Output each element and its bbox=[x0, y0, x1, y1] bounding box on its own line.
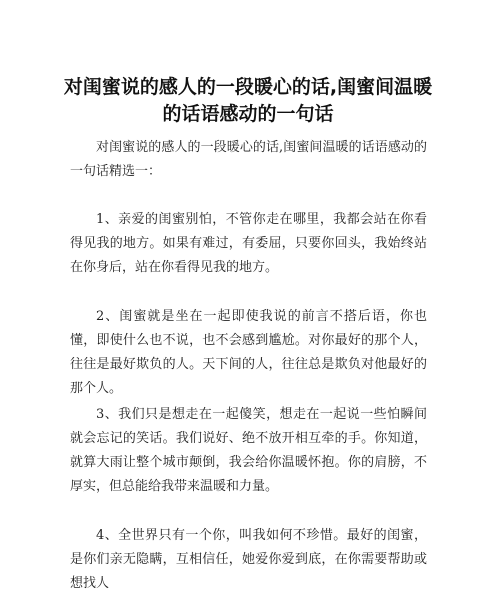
paragraph-1: 1、亲爱的闺蜜别怕，不管你走在哪里，我都会站在你看得见我的地方。如果有难过，有委屈，只要你回头，我始终站在你身后，站在你看得见我的地方。 bbox=[70, 212, 427, 275]
paragraph-3: 3、我们只是想走在一起傻笑，想走在一起说一些怕瞬间就会忘记的笑话。我们说好、绝不放开相互牵的手。你知道，就算大雨让整个城市颠倒，我会给你温暖怀抱。你的肩膀，不厚实，但总能给我带来温暖和力量。 bbox=[70, 407, 427, 494]
intro-paragraph: 对闺蜜说的感人的一段暖心的话,闺蜜间温暖的话语感动的一句话精选一： bbox=[70, 140, 427, 179]
paragraph-4: 4、全世界只有一个你，叫我如何不珍惜。最好的闺蜜，是你们亲无隐瞒，互相信任，她爱你爱到底，在你需要帮助或想找人 bbox=[70, 528, 427, 591]
document-title: 对闺蜜说的感人的一段暖心的话,闺蜜间温暖的话语感动的一句话 bbox=[63, 76, 433, 125]
paragraph-2: 2、闺蜜就是坐在一起即使我说的前言不搭后语，你也懂，即使什么也不说，也不会感到尴尬。对你最好的那个人，往往是最好欺负的人。天下间的人，往往总是欺负对他最好的那个人。 bbox=[70, 309, 427, 396]
